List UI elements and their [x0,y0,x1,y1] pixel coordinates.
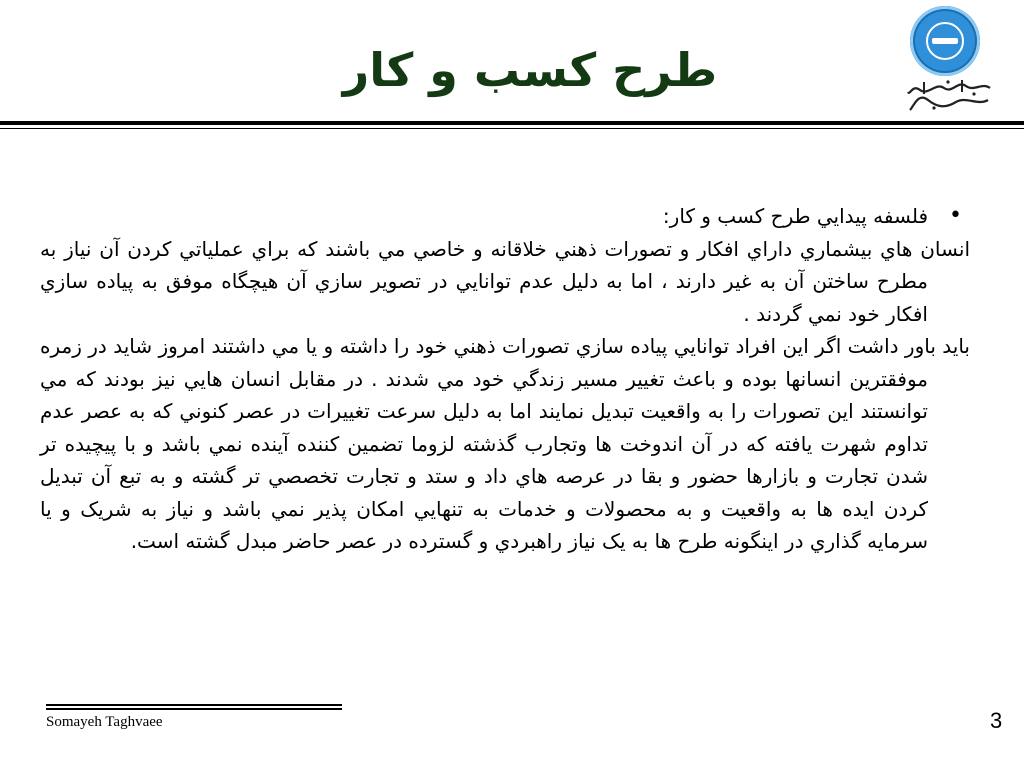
bullet-marker: • [949,203,962,228]
bullet-heading: فلسفه پيدايي طرح كسب و كار: [662,204,928,228]
university-logo [898,4,1016,122]
paragraph-2: بايد باور داشت اگر اين افراد توانايي پياده سازي تصورات ذهني خود را داشته و يا مي داشتند امروز شايد در زمره موفقترين انسانها بوده و باعث تغيير مسير زندگي خود مي شدند . در مقابل انسان هايي نيز بودند كه مي توانستند اين تصورات را به واقعيت تبديل نمايند اما به دليل سرعت تغييرات در عصر كنوني كه به عصر عدم تداوم شهرت يافته كه در آن اندوخت ها وتجارب گذشته لزوما تضمين كننده آينده نمي باشد و با پيچيده تر شدن تجارت و بازارها حضور و بقا در عرصه هاي داد و ستد و تجارت تخصصي تر گشته و به تبع آن تبديل كردن ايده ها به واقعيت و به محصولات و خدمات به تنهايي امكان پذير نمي باشد و نياز به شريک و يا سرمايه گذاري در اينگونه طرح ها به يک نياز راهبردي و گسترده در عصر حاضر مبدل گشته است. [40,334,970,553]
header-rule-thin [0,128,1024,129]
bullet-item [40,200,970,233]
paragraph-1: انسان هاي بيشماري داراي افكار و تصورات ذهني خلاقانه و خاصي مي باشند كه براي عملياتي كردن آن نياز به مطرح ساختن آن به غير دارند ، اما به دليل عدم توانايي در تصوير سازي آن هيچگاه موفق به پياده سازي افكار خود نمي گردند . [40,236,970,326]
header-rule-thick [0,121,1024,125]
university-seal-icon [910,6,980,76]
footer-author: Somayeh Taghvaee [46,714,163,730]
footer-rule-top [46,704,342,706]
slide-body [40,200,970,558]
slide-title: طرح کسب و کار [342,43,718,97]
page-number: 3 [990,708,1003,733]
footer-rule-bottom [46,708,342,710]
logo-calligraphy-icon [904,78,994,114]
